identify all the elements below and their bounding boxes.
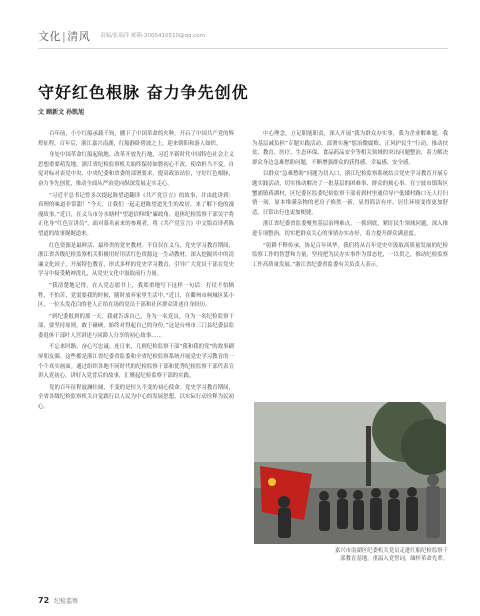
section-name-culture: 文化 [38,30,61,43]
article-photo [254,402,446,544]
article-byline: 文 顾新文 孙凯旭 [38,109,85,116]
article-column-right [252,130,448,400]
publication-name: 纪检监察 [54,598,79,605]
paragraph: 百年前，小小红船承载千钧，播下了中国革命的火种，开启了中国共产党的辉煌征程。百年后，浙江嘉兴南湖，红船静卧碧波之上，迎来朝阳和游人如织。 [38,131,234,147]
photo-caption [298,547,448,564]
paragraph: 浙江省纪委省监委聚焦基层治理难点，一抓到底，紧盯民生领域问题，深入推进专项整治，切实把群众关心的事情办实办好，着力提升群众满意度。 [252,221,448,237]
header-divider [38,48,448,49]
article-title: 守好红色根脉 奋力争先创优 [38,83,249,102]
paragraph: 不忘来时路，奋心写忠诚。连日来，几则纪检监察干部“我和我的党”的故事刷屏朋友圈。这些都是浙江省纪委省监委和全省纪检监察系统开展党史学习教育的一个个真实画面。通过组织各地不同时代的纪检监察干部和优秀纪检监察干部代表宣讲入党初心，讲好入党背后的故事，汇聚起纪检监察干部的实践。 [38,344,234,380]
page-footer [38,596,78,605]
caption-line: 部教育基地，重温入党誓词，缅怀革命先辈。 [340,556,448,563]
paragraph: 党的百年征程波澜壮阔，不变的是恒久不变的初心使命。党史学习教育期间，全省各级纪检监察机关自觉践行以人民为中心的发展思想，以实际行动诠释为民初心。 [38,384,234,411]
paragraph: 红色资源是最鲜活、最珍贵的党史教材。不仅仅在义乌，党史学习教育期间，浙江省各级纪检监察机关积极用好用活红色资源这一生动教材，深入挖掘其中的清廉文化因子，开展特色教育，形式多样的党史学习教育，引导广大党员干部在党史学习中接受精神洗礼，从党史文化中汲取前行力量。 [38,242,234,278]
paragraph: “躬耕不释传承，协足百年风华。我们将从百年党史中汲取高质量发展的纪检监察工作的智慧和力量，坚持把为民办实事作为常态化，一以贯之，推动纪检监察工作高质量发展。”浙江省纪委省监委有关负责人表示。 [252,242,448,268]
page-header [38,24,448,44]
section-label: 文化|清风 [38,30,91,43]
editor-meta: 责编/张瑞萍 邮箱:2005410510@qq.com [100,33,205,39]
article-column-left [38,130,234,550]
paragraph: 身处中国革命红船起航地、改革开放先行地，习近平新时代中国特色社会主义思想重要萌发地，浙江省纪检监察机关始终保持如磐初心不改、使命担当不变，自觉对标对表党中央、中央纪委和省委的部署要求，提高政治站位，守好红色根脉，奋力争先创优，推动全面从严治党向纵深发展走实走心。 [38,152,234,187]
paragraph: 中心理念，立足职能职责，深入开展“我为群众办实事，我为企业解难题，我为基层减负担”专题实践活动，部署实施“惩治微腐败、正风护民生”行动，推动扶贫、教育、医疗、生态环保、食品药品安全等相关领域的突出问题整治，着力解决群众身边急难愁盼问题，不断增强群众的获得感、幸福感、安全感。 [252,131,448,166]
photo-illustration [254,402,446,544]
caption-line: 嘉兴市南湖区纪委机关党员走进红船纪检监察干 [334,548,448,554]
paragraph: 以群众“急难愁盼”问题为切入口，浙江纪检监察系统结合党史学习教育开展专题实践活动，切实推动解决了一批基层的困难事、群众的烦心事。在宁波市镇海区蟹浦镇蒋湖村，区纪委区监委纪检监察干部看到村里通信导户低矮村路口无人打扫情一间，原本堆满杂物的老房子焕然一新，显得简洁有序，居住环境变得更加舒适，日常出行也更加便捷。 [252,171,448,216]
paragraph: “我清楚地记得，在入党志愿书上，我郑重地写下这样一句话：打仗不怕牺牲，不怕苦，党需要我的时候，随时放弃家里生活中，”近日，在衢州市柯城区某小区，一位头发花白的老人正给在场的党员干部和社区群众讲述自身经历。 [38,282,234,309]
page-number: 72 [38,596,50,605]
paragraph: “习近平总书记曾多次提起陈望道翻译《共产党宣言》的故事，并由此讲到：真理的味道非常甜！”今天，让我们一起走进陈望道先生的故居，来了解下他的漫漫故事。”近日，在义乌市分水塘村“望道信仰线”廉政角，退休纪检监察干部吴宇将正化身“红色宣讲员”，面对慕名前来的参观者，将《共产党宣言》中文版首译者陈望道的故事娓娓道来。 [38,192,234,237]
paragraph: “到纪委报到的那一天，我就告诉自己，身为一名党员，身为一名纪检监察干部，要坚持原则，敢于碰硬，始终对得起自己的身份。”这是台州市三门县纪委县监委退休干部叶人宫讲述与同龄人分享的初心故事…… [38,313,234,339]
section-name-integrity: 清风 [67,30,91,43]
